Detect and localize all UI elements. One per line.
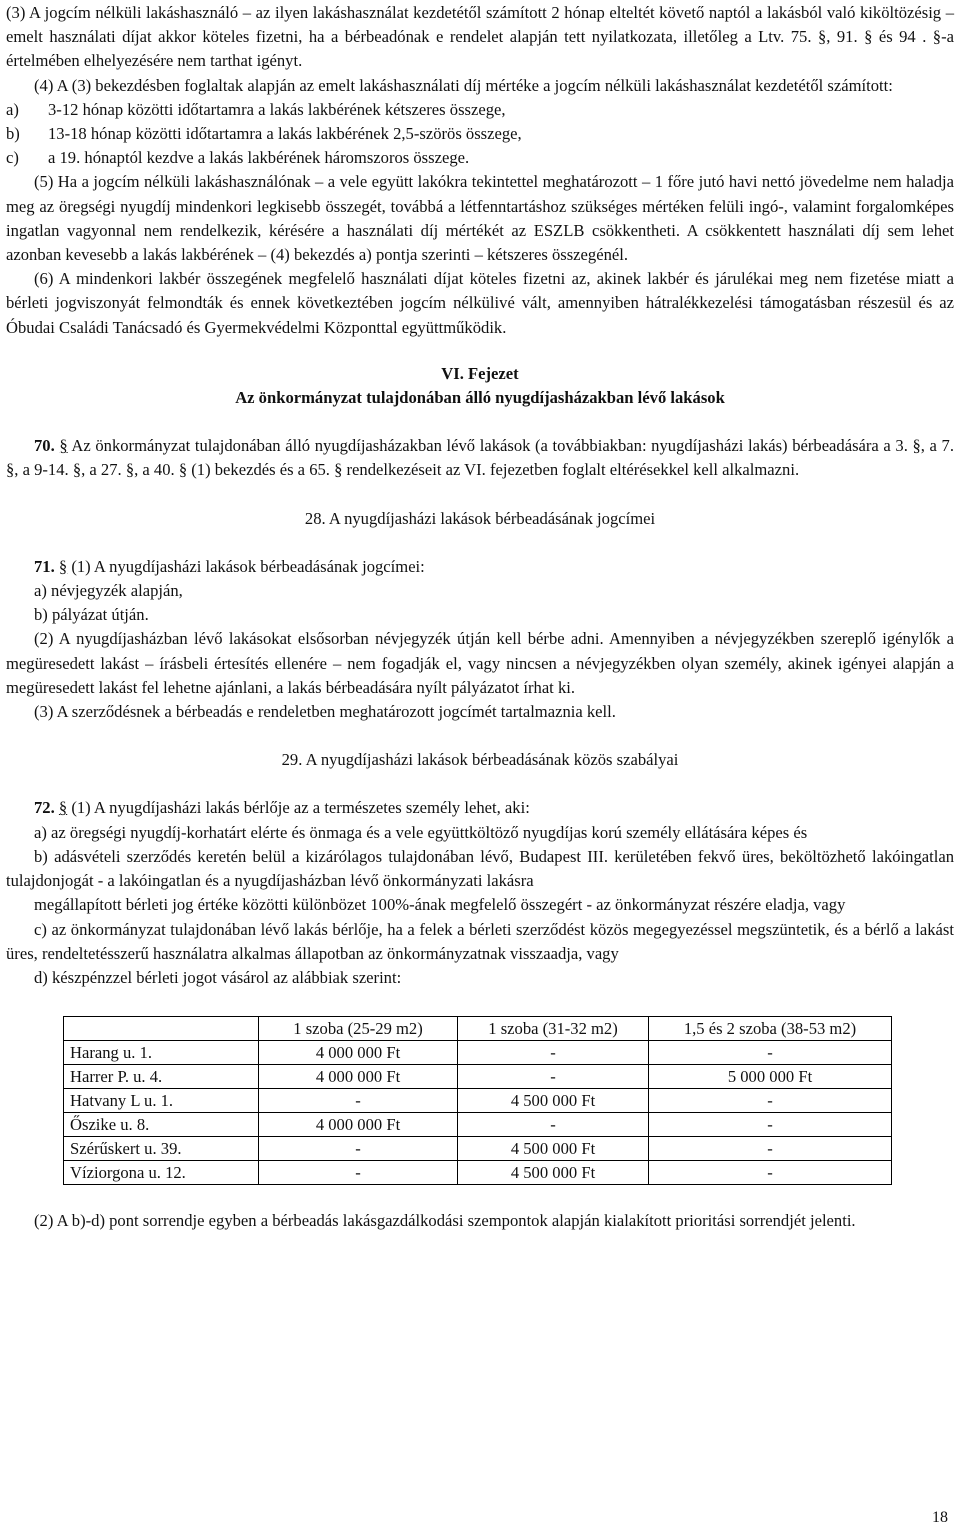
- table-cell: -: [649, 1041, 892, 1065]
- chapter-number: VI. Fejezet: [441, 363, 519, 383]
- section-72-head: [6, 796, 954, 820]
- section-72-c: c) az önkormányzat tulajdonában lévő lakás bérlője, ha a felek a bérleti szerződést közös megegyezéssel megszüntetik, és a bérlő a lakást üres, rendeltetésszerű használatra alkalmas állapotban az önkormányzatnak visszaadja, vagy: [6, 919, 954, 963]
- section-number: 71.: [34, 556, 55, 576]
- section-sign: §: [58, 556, 68, 576]
- table-cell: -: [458, 1065, 649, 1089]
- list-item-label: b): [6, 124, 20, 144]
- table-cell: Hatvany L u. 1.: [64, 1089, 259, 1113]
- document-page: [6, 1, 954, 1233]
- table-header-cell: 1 szoba (25-29 m2): [259, 1017, 458, 1041]
- list-item-text: a 19. hónaptól kezdve a lakás lakbérének háromszoros összege.: [48, 148, 470, 168]
- table-cell: Víziorgona u. 12.: [64, 1161, 259, 1185]
- section-71-paragraph-3: (3) A szerződésnek a bérbeadás e rendeletben meghatározott jogcímét tartalmaznia kell.: [34, 702, 616, 722]
- table-cell: 4 000 000 Ft: [259, 1041, 458, 1065]
- table-header-row: [64, 1017, 892, 1041]
- section-71-head: [6, 555, 954, 579]
- section-70-text: Az önkormányzat tulajdonában álló nyugdíjasházakban lévő lakások (a továbbiakban: nyugdíjasházi lakás) bérbeadására a 3. §, a 7. §, a 9-14. §, a 27. §, a 40. § (1) bekezdés és a 65. § rendelkezéseit az VI. fejezetben foglalt eltérésekkel kell alkalmazni.: [6, 436, 954, 480]
- paragraph-6: (6) A mindenkori lakbér összegének megfelelő használati díjat köteles fizetni az, akinek lakbér és járulékai meg nem fizetése miatt a bérleti jogviszonyát felmondták és ennek következtében jogcím nélkülivé vált, amennyiben hátralékkezelési támogatásban részesül és az Óbudai Családi Tanácsadó és Gyermekvédelmi Központtal együttműködik.: [6, 269, 954, 337]
- section-71-head-text: (1) A nyugdíjasházi lakások bérbeadásának jogcímei:: [67, 556, 425, 576]
- section-71-b: b) pályázat útján.: [34, 605, 149, 625]
- table-cell: -: [649, 1137, 892, 1161]
- section-72-d: d) készpénzzel bérleti jogot vásárol az alábbiak szerint:: [34, 967, 402, 987]
- table-cell: 4 000 000 Ft: [259, 1065, 458, 1089]
- section-sign: §: [59, 436, 68, 456]
- table-row: [64, 1089, 892, 1113]
- list-item-label: c): [6, 148, 19, 168]
- chapter-title: Az önkormányzat tulajdonában álló nyugdíjasházakban lévő lakások: [235, 388, 725, 408]
- paragraph-4: (4) A (3) bekezdésben foglaltak alapján az emelt lakáshasználati díj mértéke a jogcím nélküli lakáshasználat kezdetétől számított:: [34, 75, 893, 95]
- table-row: [64, 1041, 892, 1065]
- section-71-paragraph-2: (2) A nyugdíjasházban lévő lakásokat elsősorban névjegyzék útján kell bérbe adni. Amennyiben a névjegyzékben szereplő igénylők a megüresedett lakást – írásbeli értesítés ellenére – nem fogadják el, vagy nincsen a névjegyzékben olyan személy, akinek igényei alapján a megüresedett lakást fel lehetne ajánlani, a lakás bérbeadására nyílt pályázatot írhat ki.: [6, 629, 954, 697]
- table-cell: -: [259, 1161, 458, 1185]
- table-cell: Őszike u. 8.: [64, 1113, 259, 1137]
- subtitle-29: 29. A nyugdíjasházi lakások bérbeadásának közös szabályai: [281, 750, 679, 770]
- section-71-a: a) névjegyzék alapján,: [34, 581, 183, 601]
- section-70: [6, 434, 954, 482]
- table-cell: -: [649, 1113, 892, 1137]
- list-item-text: 13-18 hónap közötti időtartamra a lakás lakbérének 2,5-szörös összege,: [48, 124, 522, 144]
- list-item-text: 3-12 hónap közötti időtartamra a lakás lakbérének kétszeres összege,: [48, 99, 506, 119]
- section-72-b: b) adásvételi szerződés keretén belül a kizárólagos tulajdonában lévő, Budapest III. kerületében fekvő üres, beköltözhető lakóingatlan tulajdonjogát - a lakóingatlan és a nyugdíjasházban lévő önkormányzati lakásra: [6, 846, 954, 891]
- table-header-cell: 1,5 és 2 szoba (38-53 m2): [649, 1017, 892, 1041]
- list-item: [6, 146, 954, 170]
- table-cell: -: [649, 1089, 892, 1113]
- table-row: [64, 1113, 892, 1137]
- table-cell: Szérűskert u. 39.: [64, 1137, 259, 1161]
- table-cell: 4 500 000 Ft: [458, 1089, 649, 1113]
- price-table: [63, 1016, 892, 1185]
- table-cell: Harang u. 1.: [64, 1041, 259, 1065]
- paragraph-3: (3) A jogcím nélküli lakáshasználó – az ilyen lakáshasználat kezdetétől számított 2 hónap elteltét követő naptól a lakásból való kiköltözésig – emelt használati díjat akkor köteles fizetni, ha a bérbeadónak e rendelet alapján tett nyilatkozata, illetőleg a Ltv. 75. §, 91. § és 94 . §-a értelmében elhelyezésére nem tarthat igényt.: [6, 3, 954, 71]
- page-number: 18: [932, 1509, 948, 1526]
- section-number: 70.: [34, 436, 55, 456]
- table-header-cell: 1 szoba (31-32 m2): [458, 1017, 649, 1041]
- section-number: 72.: [34, 798, 55, 818]
- table-cell: -: [458, 1113, 649, 1137]
- table-header-cell: [64, 1017, 259, 1041]
- table-row: [64, 1137, 892, 1161]
- list-item-label: a): [6, 99, 19, 119]
- list-item: [6, 98, 954, 122]
- table-row: [64, 1065, 892, 1089]
- paragraph-5: (5) Ha a jogcím nélküli lakáshasználónak – a vele együtt lakókra tekintettel meghatározott – 1 főre jutó havi nettó jövedelme nem haladja meg az öregségi nyugdíj mindenkori legkisebb összegét, továbbá a létfenntartáshoz szükséges mértéken felüli ingó-, valamint forgalomképes ingatlan vagyonnal nem rendelkezik, kérésére a használati díj mértékét az ESZLB csökkentheti. A csökkentett használati díj sem lehet azonban kevesebb a lakás lakbérének – (4) bekezdés a) pontja szerinti – kétszeres összegénél.: [6, 172, 954, 265]
- table-row: [64, 1161, 892, 1185]
- list-item: [6, 122, 954, 146]
- table-cell: -: [458, 1041, 649, 1065]
- table-cell: -: [259, 1089, 458, 1113]
- subtitle-28: 28. A nyugdíjasházi lakások bérbeadásának jogcímei: [304, 508, 656, 528]
- table-cell: Harrer P. u. 4.: [64, 1065, 259, 1089]
- table-cell: 5 000 000 Ft: [649, 1065, 892, 1089]
- table-cell: -: [259, 1137, 458, 1161]
- table-cell: -: [649, 1161, 892, 1185]
- section-sign: §: [58, 798, 68, 818]
- table-cell: 4 500 000 Ft: [458, 1161, 649, 1185]
- table-cell: 4 500 000 Ft: [458, 1137, 649, 1161]
- table-cell: 4 000 000 Ft: [259, 1113, 458, 1137]
- section-72-a: a) az öregségi nyugdíj-korhatárt elérte és önmaga és a vele együttköltöző nyugdíjas korú személy ellátására képes és: [34, 822, 808, 842]
- section-72-b-cont: megállapított bérleti jog értéke közötti különbözet 100%-ának megfelelő összegért - az önkormányzat részére eladja, vagy: [34, 895, 846, 915]
- section-72-head-text: (1) A nyugdíjasházi lakás bérlője az a természetes személy lehet, aki:: [67, 798, 530, 818]
- section-72-paragraph-2: (2) A b)-d) pont sorrendje egyben a bérbeadás lakásgazdálkodási szempontok alapján kialakított prioritási sorrendjét jelenti.: [34, 1211, 856, 1231]
